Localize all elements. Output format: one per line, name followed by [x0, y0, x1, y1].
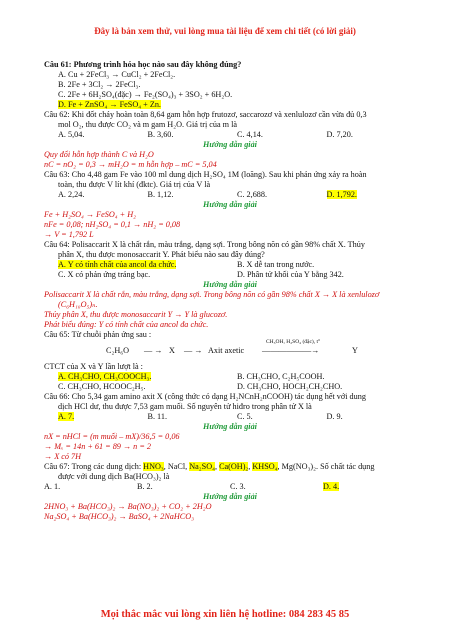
- question-65-stem: Câu 65: Từ chuỗi phản ứng sau :: [44, 330, 152, 339]
- q63-option-d: D. 1,792.: [326, 190, 357, 199]
- q67-solution-line: Na₂SO₄ + Ba(HCO₃)₂ → BaSO₄ + 2NaHCO₃: [44, 512, 195, 521]
- q62-option-b: B. 3,60.: [147, 130, 174, 139]
- q64-option-d: D. Phân tử khối của Y bằng 342.: [237, 270, 344, 279]
- q64-solution-line: Thủy phân X, thu được monosaccarit Y → Y là glucozơ.: [44, 310, 228, 319]
- q63-option-a: A. 2,24.: [58, 190, 85, 199]
- q67-highlight: KHSO₄: [252, 462, 278, 471]
- q66-solution-line: → Mₓ = 14n + 61 = 89 → n = 2: [44, 442, 151, 451]
- q67-option-b: B. 2.: [137, 482, 153, 491]
- q67-stem-text: ,: [214, 462, 220, 471]
- q62-option-d: D. 7,20.: [326, 130, 353, 139]
- q62-options: [44, 130, 416, 140]
- q66-option-a: A. 7.: [58, 412, 75, 421]
- q67-highlight: HNO₃: [143, 462, 164, 471]
- q65-options-row2: [44, 382, 416, 392]
- q61-option-b: B. 2Fe + 3Cl₂ → 2FeCl₃.: [58, 80, 141, 89]
- preview-banner: Đây là bản xem thử, vui lòng mua tài liệu để xem chi tiết (có lời giải): [94, 26, 356, 36]
- q62-solution-line: nC = nO₂ = 0,3 → mH₂O = m hỗn hợp – mC = 5,04: [44, 160, 217, 169]
- q67-stem-text: Câu 67: Trong các dung dịch:: [44, 462, 144, 471]
- arrow-icon: ——————→: [262, 346, 320, 355]
- arrow-icon: — →: [184, 346, 203, 355]
- scheme-acid: Axit axetic: [208, 346, 245, 355]
- q63-solution-heading: Hướng dẫn giải: [203, 200, 257, 209]
- q64-option-b: B. X dễ tan trong nước.: [237, 260, 315, 269]
- q63-solution-line: Fe + H₂SO₄ → FeSO₄ + H₂: [44, 210, 137, 219]
- question-66-stem: Câu 66: Cho 5,34 gam amino axit X (công thức có dạng H₂NCnH₂nCOOH) tác dụng hết với dung: [44, 392, 366, 401]
- q67-options: [44, 482, 416, 492]
- q62-solution-line: Quy đổi hỗn hợp thành C và H₂O: [44, 150, 154, 159]
- q62-option-c: C. 4,14.: [237, 130, 263, 139]
- q64-solution-heading: Hướng dẫn giải: [203, 280, 257, 289]
- q66-solution-line: → X có 7H: [44, 452, 82, 461]
- question-66-stem-cont: dịch HCl dư, thu được 7,53 gam muối. Số nguyên tử hiđro trong phân tử X là: [58, 402, 312, 411]
- q61-option-d: D. Fe + ZnSO₄ → FeSO₄ + Zn.: [58, 100, 161, 109]
- arrow-icon: — →: [144, 346, 163, 355]
- question-64-stem: Câu 64: Polisaccarit X là chất rắn, màu trắng, dạng sợi. Trong bông nõn có gần 98% chất X. Thủy: [44, 240, 365, 249]
- question-63-stem: Câu 63: Cho 4,48 gam Fe vào 100 ml dung dịch H₂SO₄ 1M (loãng). Sau khi phản ứng xảy ra hoàn: [44, 170, 367, 179]
- question-61-stem: Câu 61: Phương trình hóa học nào sau đây không đúng?: [44, 60, 242, 69]
- q65-options-row1: [44, 372, 416, 382]
- q66-option-b: B. 11.: [147, 412, 167, 421]
- scheme-x: X: [169, 346, 175, 355]
- q65-option-c: C. CH₃CHO, HCOOC₂H₅.: [58, 382, 146, 391]
- q62-solution-heading: Hướng dẫn giải: [203, 140, 257, 149]
- document-body: [44, 60, 416, 522]
- q64-option-c: C. X có phản ứng tráng bạc.: [58, 270, 151, 279]
- q67-option-c: C. 3.: [230, 482, 246, 491]
- q63-solution-line: nFe = 0,08; nH₂SO₄ = 0,1 → nH₂ = 0,08: [44, 220, 181, 229]
- question-67-stem: [44, 462, 416, 472]
- scheme-conditions: CH₃OH, H₂SO₄ (đặc), t°: [266, 339, 321, 345]
- question-65-stem-cont: CTCT của X và Y lần lượt là :: [44, 362, 143, 371]
- q67-stem-text: ,: [248, 462, 253, 471]
- question-62-stem: Câu 62: Khi đốt cháy hoàn toàn 8,64 gam hỗn hợp frutozơ, saccarozơ và xenlulozơ cần vừa đủ 0,3: [44, 110, 367, 119]
- question-63-stem-cont: toàn, thu được V lít khí (đktc). Giá trị của V là: [58, 180, 211, 189]
- q66-options: [44, 412, 416, 422]
- q61-option-c: C. 2Fe + 6H₂SO₄(đặc) → Fe₂(SO₄)₃ + 3SO₂ + 6H₂O.: [58, 90, 233, 99]
- q63-options: [44, 190, 416, 200]
- q61-option-a: A. Cu + 2FeCl₃ → CuCl₂ + 2FeCl₂.: [58, 70, 176, 79]
- q64-solution-line: (C₆H₁₀O₅)ₙ.: [58, 300, 98, 309]
- question-67-stem-cont: được với dung dịch Ba(HCO₃)₂ là: [58, 472, 170, 481]
- q67-stem-text: , Mg(NO₃)₂. Số chất tác dụng: [277, 462, 375, 471]
- hotline-banner: Mọi thắc mắc vui lòng xin liên hệ hotline: 084 283 45 85: [100, 609, 350, 620]
- q64-solution-line: Polisaccarit X là chất rắn, màu trắng, dạng sợi. Trong bông nõn có gần 98% chất X → X là xenlulozơ: [44, 290, 380, 299]
- q66-solution-line: nX = nHCl = (m muối – mX)/36,5 = 0,06: [44, 432, 180, 441]
- q67-solution-line: 2HNO₃ + Ba(HCO₃)₂ → Ba(NO₃)₂ + CO₂ + 2H₂O: [44, 502, 212, 511]
- q63-solution-line: → V = 1,792 L: [44, 230, 94, 239]
- q66-solution-heading: Hướng dẫn giải: [203, 422, 257, 431]
- reaction-scheme: [106, 340, 416, 362]
- q67-highlight: Na₂SO₄: [189, 462, 215, 471]
- q67-stem-text: , NaCl,: [163, 462, 190, 471]
- scheme-y: Y: [352, 346, 358, 355]
- q67-option-d: D. 4.: [323, 482, 340, 491]
- q63-option-c: C. 2,688.: [237, 190, 268, 199]
- q65-option-b: B. CH₃CHO, C₂H₅COOH.: [237, 372, 325, 381]
- q65-option-d: D. CH₃CHO, HOCH₂CH₂CHO.: [237, 382, 343, 391]
- q63-option-b: B. 1,12.: [147, 190, 174, 199]
- q64-solution-line: Phát biểu đúng: Y có tính chất của ancol đa chức.: [44, 320, 209, 329]
- q66-option-d: D. 9.: [326, 412, 343, 421]
- q64-options-row2: [44, 270, 416, 280]
- q64-option-a: A. Y có tính chất của ancol đa chức.: [58, 260, 177, 269]
- q67-option-a: A. 1.: [44, 482, 61, 491]
- q66-option-c: C. 5.: [237, 412, 253, 421]
- scheme-start: C₂H₆O: [106, 346, 129, 355]
- q65-option-a: A. CH₃CHO, CH₃COOCH₃.: [58, 372, 152, 381]
- q62-option-a: A. 5,04.: [58, 130, 85, 139]
- q64-options-row1: [44, 260, 416, 270]
- question-62-stem-cont: mol O₂, thu được CO₂ và m gam H₂O. Giá trị của m là: [58, 120, 238, 129]
- q67-highlight: Ca(OH)₂: [219, 462, 249, 471]
- question-64-stem-cont: phân X, thu được monosaccarit Y. Phát biểu nào sau đây đúng?: [58, 250, 265, 259]
- q67-solution-heading: Hướng dẫn giải: [203, 492, 257, 501]
